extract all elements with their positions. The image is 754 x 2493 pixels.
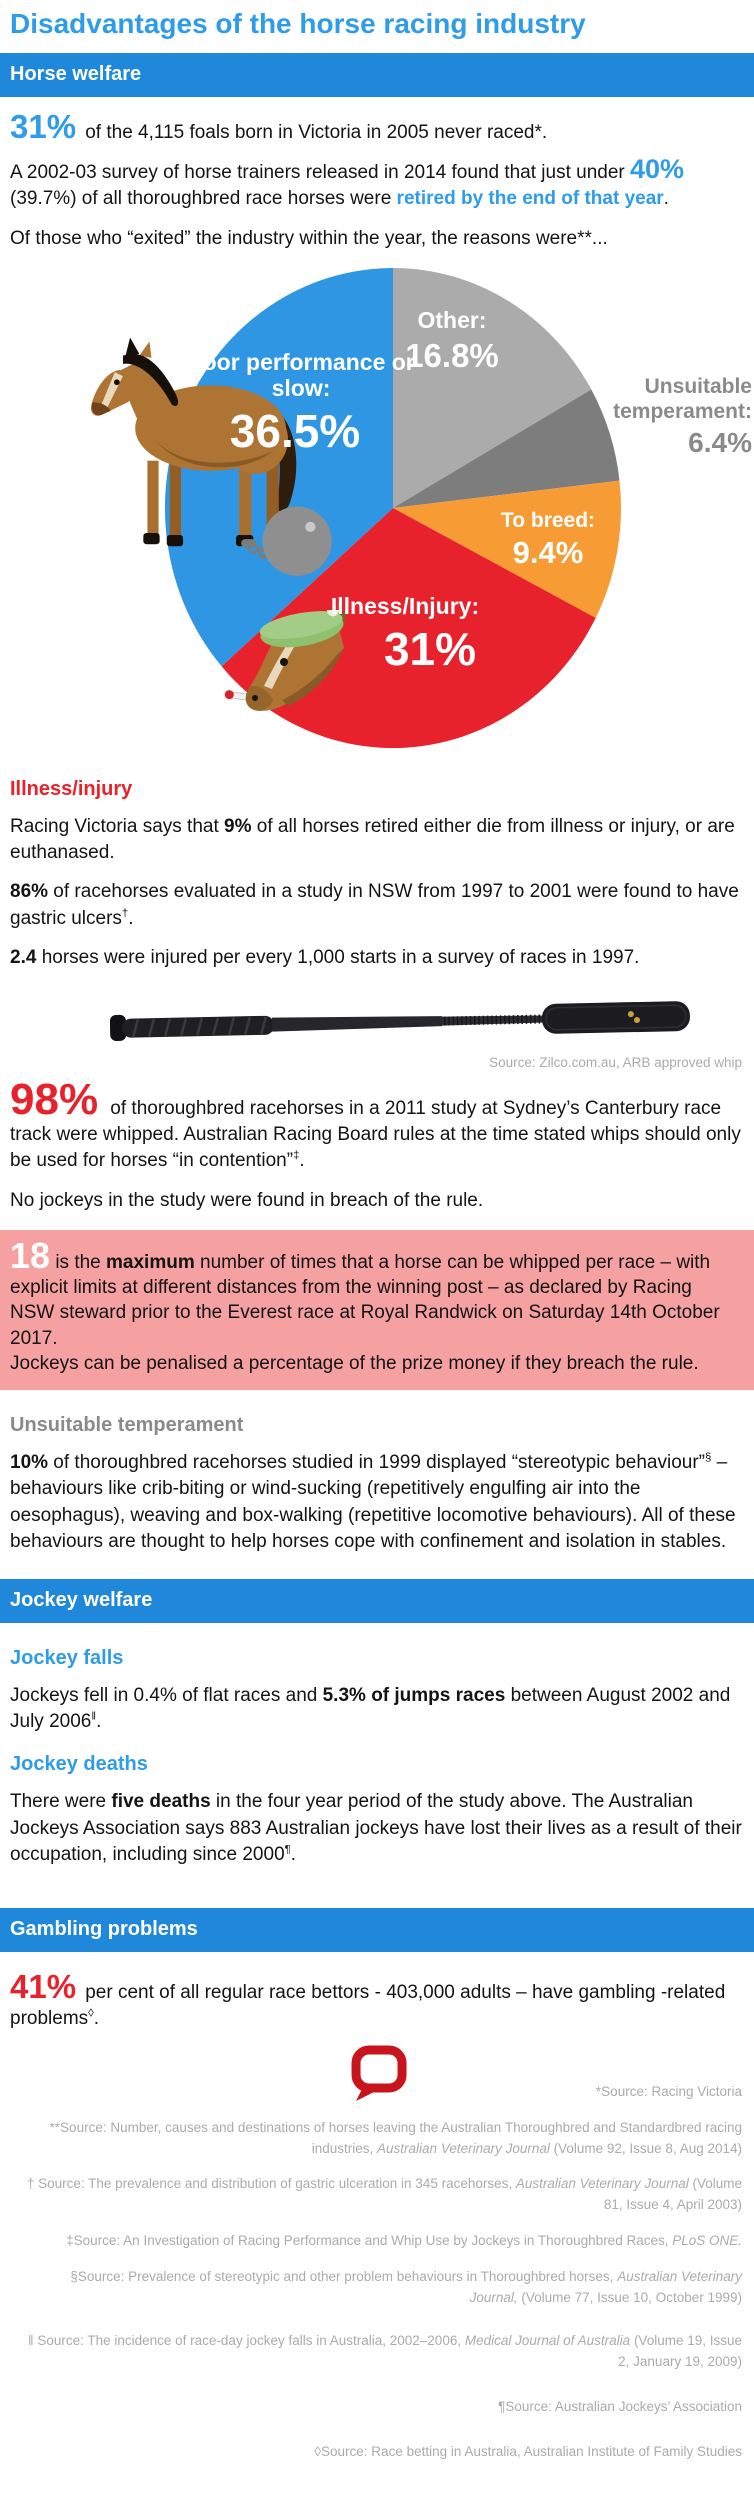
source-item: ‡Source: An Investigation of Racing Performance and Whip Use by Jockeys in Thoroughbred Races, PLoS ONE. — [66, 2233, 742, 2249]
pie-label-poor-performance: Poor performance or slow: — [187, 348, 415, 401]
stat-survey: A 2002-03 survey of horse trainers released in 2014 found that just under 40% (39.7%) of all thoroughbred race horses were retired by the end of that year. — [10, 154, 685, 210]
stat-jockey-falls: Jockeys fell in 0.4% of flat races and 5.3% of jumps races between August 2002 and July 2006‖. — [10, 1685, 731, 1733]
whip-figure — [0, 997, 754, 1070]
pie-label-illness-injury: Illness/Injury: — [330, 592, 480, 619]
heading-jockey-deaths: Jockey deaths — [10, 1753, 148, 1776]
stat-racing-victoria: Racing Victoria says that 9% of all horses retired either die from illness or injury, or are euthanased. — [10, 815, 735, 864]
logo-row — [26, 2043, 742, 2103]
stat-no-jockeys: No jockeys in the study were found in breach of the rule. — [10, 1189, 484, 1211]
pie-value-other: 16.8% — [405, 336, 499, 374]
pie-chart — [0, 258, 754, 758]
pie-label-other: Other: — [417, 306, 487, 333]
source-item: §Source: Prevalence of stereotypic and other problem behaviours in Thoroughbred horses, Australian Veterinary Journal, (Volume 77, Issue 10, October 1999) — [70, 2269, 742, 2306]
pie-value-to-breed: 9.4% — [512, 534, 584, 570]
section-bar-jockey-welfare: Jockey welfare — [0, 1579, 754, 1623]
pie-intro: Of those who “exited” the industry within the year, the reasons were**... — [10, 227, 608, 249]
section-bar-gambling-problems: Gambling problems — [0, 1908, 754, 1952]
heading-jockey-falls: Jockey falls — [10, 1647, 124, 1670]
whip-limit-callout — [0, 1230, 754, 1390]
sources-list — [0, 2043, 754, 2493]
section-bar-horse-welfare: Horse welfare — [0, 53, 754, 97]
stat-jockey-deaths: There were five deaths in the four year period of the study above. The Australian Jockeys Association says 883 Australian jockeys have lost their lives as a result of their occupation, including since 2000¶. — [10, 1791, 742, 1865]
stat-whipped: 98% of thoroughbred racehorses in a 2011 study at Sydney’s Canterbury race track were whipped. Australian Racing Board rules at the time stated whips should only be used for horses “in contention”‡. — [10, 1074, 741, 1172]
whip-source-caption: Source: Zilco.com.au, ARB approved whip — [489, 1054, 742, 1070]
stat-injured-starts: 2.4 horses were injured per every 1,000 starts in a survey of races in 1997. — [10, 946, 640, 968]
whip-image — [110, 997, 695, 1047]
source-item: *Source: Racing Victoria — [595, 2083, 742, 2099]
callout-line1: 18 is the maximum number of times that a horse can be whipped per race – with explicit limits at different distances from the winning post – as declared by Racing NSW steward prior to the Everest race at Royal Randwick on Saturday 14th October 2017. — [10, 1234, 720, 1349]
pie-value-poor-performance: 36.5% — [229, 404, 361, 457]
source-item: † Source: The prevalence and distribution of gastric ulceration in 345 racehorses, Australian Veterinary Journal (Volume 81, Issue 4, April 2003) — [26, 2176, 742, 2213]
brand-logo-icon — [348, 2045, 410, 2103]
source-item: ‖ Source: The incidence of race-day jockey falls in Australia, 2002–2006, Medical Journal of Australia (Volume 19, Issue 2, January 19, 2009) — [28, 2333, 742, 2369]
stat-gambling: 41% per cent of all regular race bettors - 403,000 adults – have gambling -related problems◊. — [10, 1968, 726, 2030]
pie-label-unsuitable-temperament: Unsuitable temperament: 6.4% — [560, 374, 752, 460]
horse-eye — [114, 379, 120, 385]
stat-stereotypic: 10% of thoroughbred racehorses studied in 1999 displayed “stereotypic behaviour”§ – behaviours like crib-biting or wind-sucking (repetitively engulfing air into the oesophagus), weaving and box-walking (repetitive locomotive behaviours). All of these behaviours are thought to help horses cope with confinement and isolation in stables. — [10, 1451, 736, 1552]
stat-ulcers: 86% of racehorses evaluated in a study in NSW from 1997 to 2001 were found to have gastric ulcers†. — [10, 881, 739, 929]
pie-value-illness-injury: 31% — [383, 622, 477, 675]
stat-foals: 31% of the 4,115 foals born in Victoria in 2005 never raced*. — [10, 108, 548, 145]
heading-illness-injury: Illness/injury — [10, 777, 133, 800]
callout-line2: Jockeys can be penalised a percentage of the prize money if they breach the rule. — [10, 1352, 699, 1374]
pie-value-unsuitable-temperament: 6.4% — [688, 427, 752, 459]
pie-label-to-breed: To breed: — [500, 508, 596, 532]
whip-shaft — [272, 1014, 442, 1032]
heading-unsuitable-temperament: Unsuitable temperament — [10, 1414, 244, 1437]
page-title: Disadvantages of the horse racing industry — [10, 8, 586, 39]
source-item: ◊Source: Race betting in Australia, Australian Institute of Family Studies — [314, 2443, 742, 2459]
source-item: ¶Source: Australian Jockeys’ Association — [498, 2398, 742, 2414]
iron-ball — [263, 506, 332, 575]
injured-horse-eye — [280, 658, 288, 666]
source-item: **Source: Number, causes and destinations of horses leaving the Australian Thoroughbred and Standardbred racing industries, Australian Veterinary Journal (Volume 92, Issue 8, Aug 2014) — [49, 2119, 742, 2156]
